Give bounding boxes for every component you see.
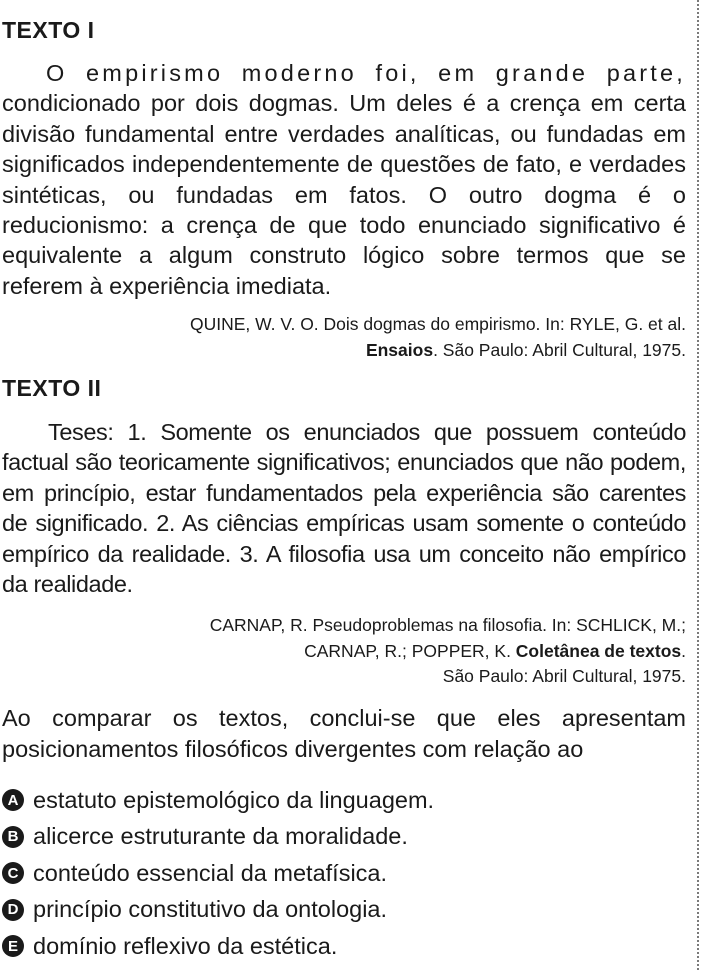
option-text: conteúdo essencial da metafísica. xyxy=(33,859,388,886)
option-letter-badge: E xyxy=(2,935,24,957)
citation-line: QUINE, W. V. O. Dois dogmas do empirismo. In: RYLE, G. et al. xyxy=(189,314,686,334)
citation-rest: . São Paulo: Abril Cultural, 1975. xyxy=(433,339,686,360)
texto-2-paragraph: Teses: 1. Somente os enunciados que possuem conteúdo factual são teoricamente significativos; enunciados que não podem, em princípio, estar fundamentados pela experiência são carentes de significado. 2. As ciências empíricas usam somente o conteúdo empírico da realidade. 3. A filosofia usa um conceito não empírico da realidade. xyxy=(2,419,686,598)
citation-punct: . xyxy=(681,640,686,661)
texto-2-citation xyxy=(210,613,686,690)
option-a[interactable] xyxy=(2,782,434,819)
texto-1-first-line: O empirismo moderno foi, em grande parte, xyxy=(46,60,686,86)
option-b[interactable] xyxy=(2,819,434,856)
texto-1-paragraph xyxy=(2,58,686,301)
option-d[interactable] xyxy=(2,892,434,929)
texto-1-heading: TEXTO I xyxy=(2,17,95,43)
option-text: alicerce estruturante da moralidade. xyxy=(33,823,408,850)
texto-1-citation xyxy=(190,312,686,363)
citation-title: Coletânea de textos xyxy=(515,640,682,661)
option-letter-badge: C xyxy=(2,862,24,884)
option-c[interactable] xyxy=(2,855,434,892)
option-text: domínio reflexivo da estética. xyxy=(33,932,338,959)
citation-line xyxy=(190,338,686,364)
column-divider xyxy=(697,0,699,970)
citation-title: Ensaios xyxy=(365,339,434,360)
citation-line xyxy=(210,639,686,665)
question-stem: Ao comparar os textos, conclui-se que eles apresentam posicionamentos filosóficos divergentes com relação ao xyxy=(2,705,686,762)
citation-line: São Paulo: Abril Cultural, 1975. xyxy=(442,666,686,686)
option-e[interactable] xyxy=(2,928,434,965)
citation-authors: CARNAP, R.; POPPER, K. xyxy=(304,640,516,661)
option-text: estatuto epistemológico da linguagem. xyxy=(33,786,435,813)
option-text: princípio constitutivo da ontologia. xyxy=(33,896,388,923)
option-letter-badge: B xyxy=(2,826,24,848)
answer-options xyxy=(2,782,434,965)
option-letter-badge: D xyxy=(2,899,24,921)
citation-line: CARNAP, R. Pseudoproblemas na filosofia. In: SCHLICK, M.; xyxy=(209,615,686,635)
texto-1-body: condicionado por dois dogmas. Um deles é a crença em certa divisão fundamental entre verdades analíticas, ou fundadas em significados independentemente de questões de fato, e verdades sintéticas, ou fundadas em fatos. O outro dogma é o reducionismo: a crença de que todo enunciado significativo é equivalente a algum construto lógico sobre termos que se referem à experiência imediata. xyxy=(2,90,686,299)
option-letter-badge: A xyxy=(2,789,24,811)
texto-2-heading: TEXTO II xyxy=(2,375,102,401)
